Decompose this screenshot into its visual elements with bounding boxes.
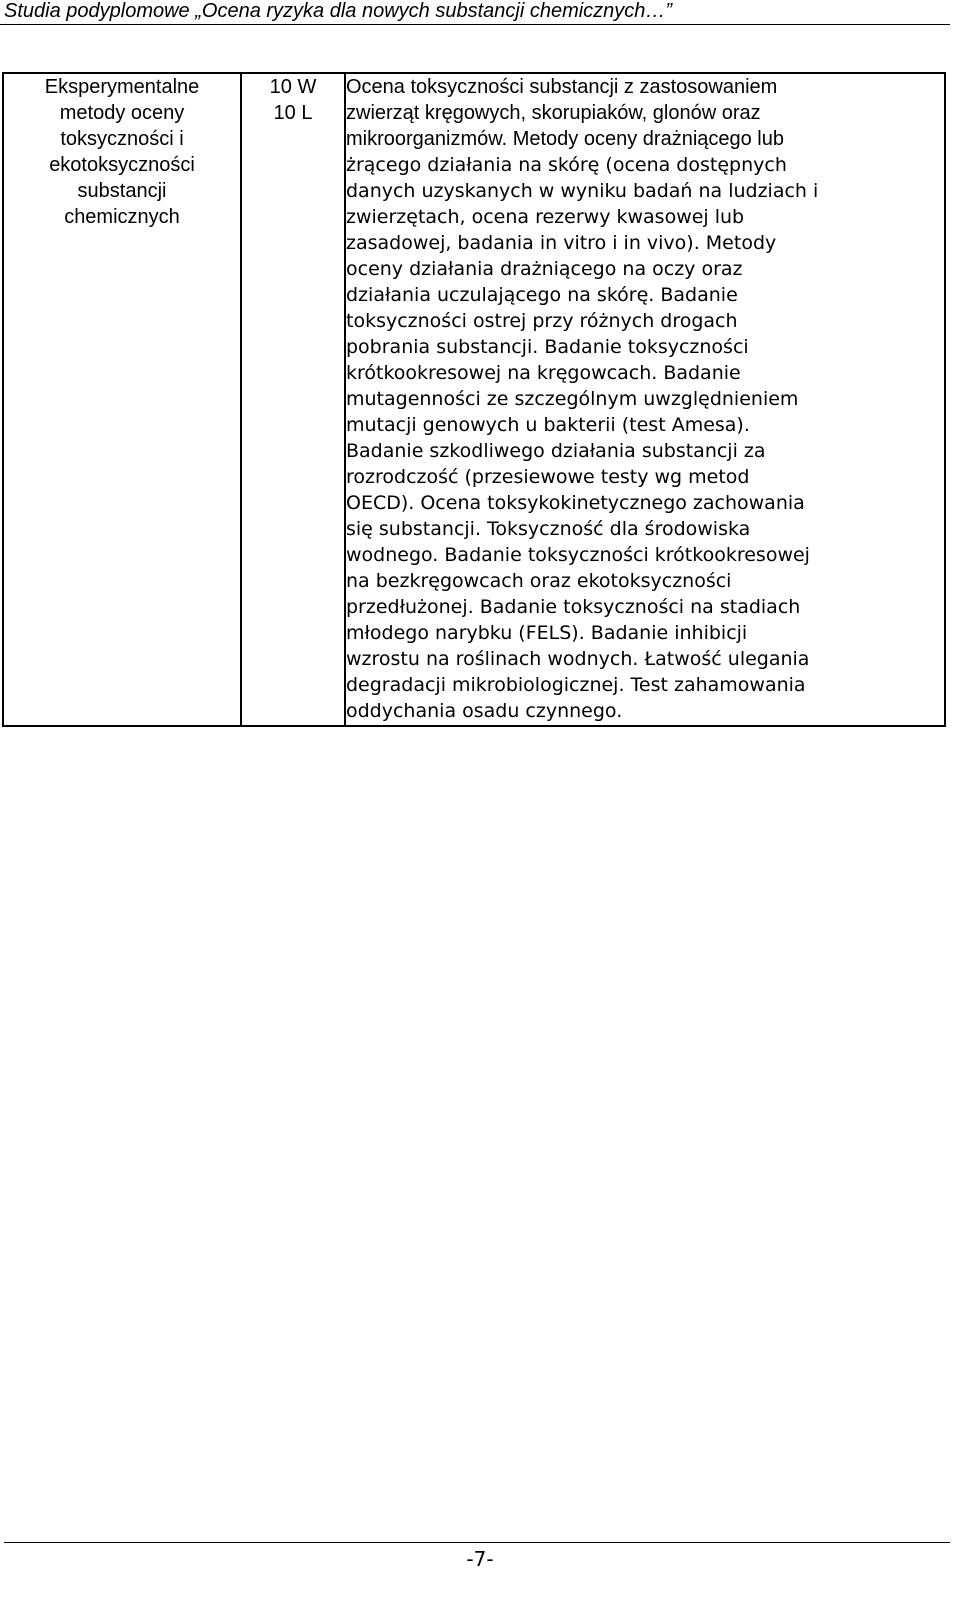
content-paragraph-part-1 (346, 74, 944, 152)
content-line: mikroorganizmów. Metody oceny drażniącego lub (346, 128, 784, 150)
lab-hours: 10 L (273, 102, 313, 124)
content-line: się substancji. Toksyczność dla środowiska (346, 518, 751, 540)
subject-line: ekotoksyczności (49, 154, 195, 176)
subject-line: toksyczności i (60, 128, 184, 150)
running-header-title: Studia podyplomowe „Ocena ryzyka dla nowych substancji chemicznych…” (4, 0, 673, 22)
content-line: toksyczności ostrej przy różnych drogach (346, 310, 738, 332)
subject-line: Eksperymentalne (44, 76, 200, 98)
subject-cell (3, 73, 241, 726)
course-table (2, 72, 946, 727)
content-line: zwierzętach, ocena rezerwy kwasowej lub (346, 206, 745, 228)
content-line: wodnego. Badanie toksyczności krótkookresowej (346, 544, 810, 566)
content-line: krótkookresowej na kręgowcach. Badanie (346, 362, 741, 384)
content-line: mutagenności ze szczególnym uwzględnieniem (346, 388, 799, 410)
content-line: zasadowej, badania in vitro i in vivo). Metody (346, 232, 777, 254)
subject-line: metody oceny (59, 102, 185, 124)
content-line: Badanie szkodliwego działania substancji za (346, 440, 766, 462)
content-line: danych uzyskanych w wyniku badań na ludziach i (346, 180, 819, 202)
content-line: Ocena toksyczności substancji z zastosowaniem (346, 76, 778, 98)
content-line: wzrostu na roślinach wodnych. Łatwość ulegania (346, 648, 810, 670)
content-line: na bezkręgowcach oraz ekotoksyczności (346, 570, 732, 592)
header-divider (0, 24, 950, 25)
footer-divider (4, 1542, 950, 1543)
content-line: oddychania osadu czynnego. (346, 700, 623, 722)
lecture-hours: 10 W (269, 76, 317, 98)
content-line: mutacji genowych u bakterii (test Amesa). (346, 414, 750, 436)
page-number: -7- (466, 1547, 494, 1571)
content-line: degradacji mikrobiologicznej. Test zahamowania (346, 674, 806, 696)
content-line: oceny działania drażniącego na oczy oraz (346, 258, 743, 280)
table-row (3, 73, 945, 726)
content-line: pobrania substancji. Badanie toksyczności (346, 336, 749, 358)
hours-cell (241, 73, 345, 726)
subject-line: chemicznych (64, 206, 180, 228)
content-line: przedłużonej. Badanie toksyczności na stadiach (346, 596, 801, 618)
content-paragraph-part-2 (346, 152, 944, 725)
content-line: zwierząt kręgowych, skorupiaków, glonów oraz (346, 102, 761, 124)
content-line: działania uczulającego na skórę. Badanie (346, 284, 738, 306)
content-line: rozrodczość (przesiewowe testy wg metod (346, 466, 750, 488)
content-cell (345, 73, 945, 726)
content-line: OECD). Ocena toksykokinetycznego zachowania (346, 492, 805, 514)
content-line: żrącego działania na skórę (ocena dostępnych (346, 154, 787, 176)
subject-line: substancji (77, 180, 167, 202)
content-line: młodego narybku (FELS). Badanie inhibicji (346, 622, 748, 644)
